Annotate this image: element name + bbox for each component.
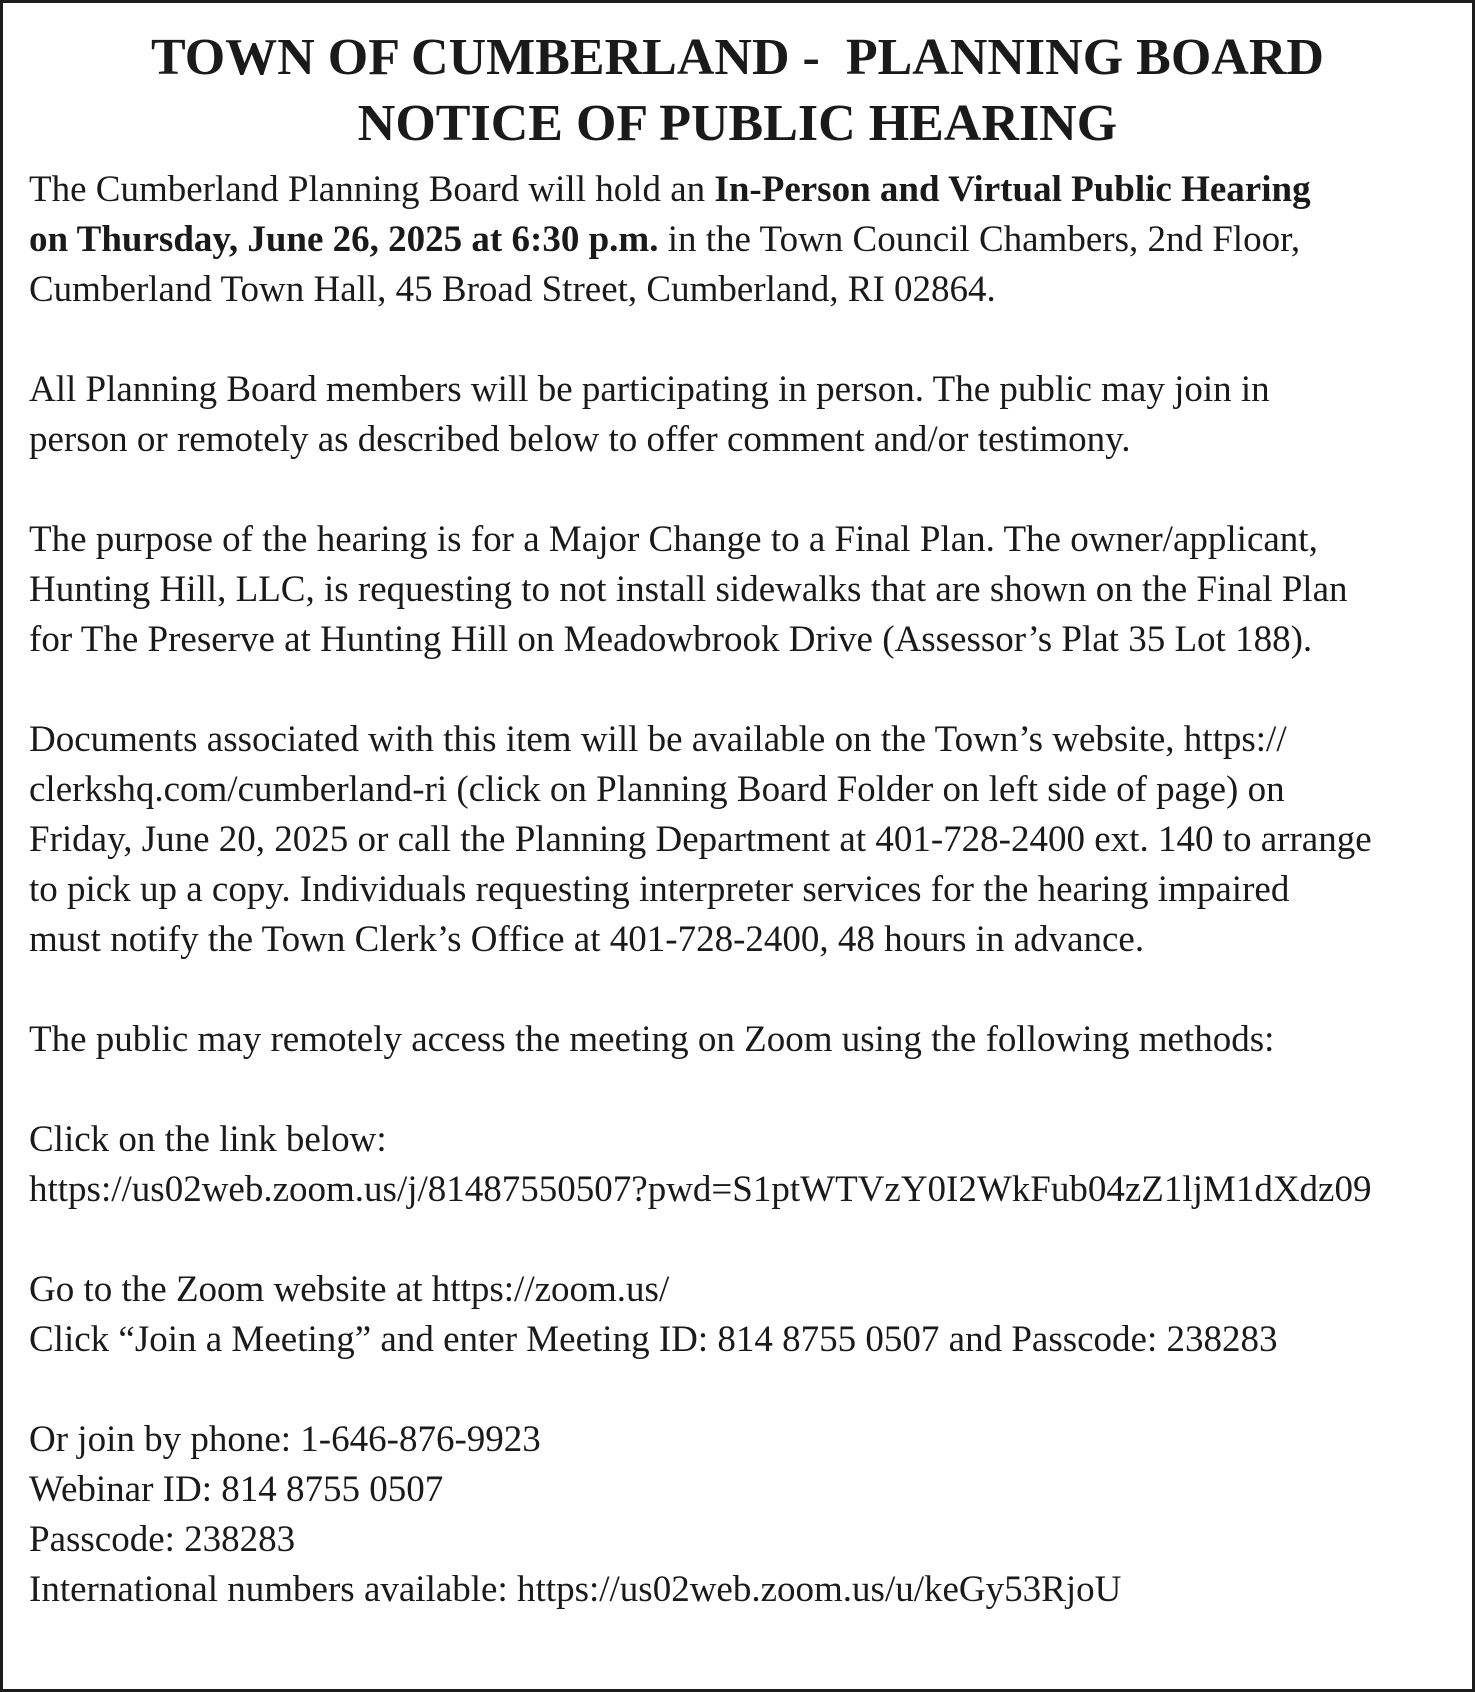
documents-line: Friday, June 20, 2025 or call the Planning Department at 401-728-2400 ext. 140 to arrange — [29, 819, 1372, 860]
remote-access-paragraph — [29, 1015, 1448, 1065]
hearing-location: in the Town Council Chambers, 2nd Floor, — [658, 219, 1301, 260]
remote-access-text: The public may remotely access the meeting on Zoom using the following methods: — [29, 1019, 1275, 1060]
notice-body — [3, 165, 1472, 1615]
hearing-date: on Thursday, June 26, 2025 at 6:30 p.m. — [29, 219, 659, 260]
documents-line: clerkshq.com/cumberland-ri (click on Planning Board Folder on left side of page) on — [29, 769, 1285, 810]
zoom-website-line: Go to the Zoom website at https://zoom.us/ — [29, 1269, 670, 1310]
international-numbers: International numbers available: https://us02web.zoom.us/u/keGy53RjoU — [29, 1569, 1122, 1610]
participation-line: All Planning Board members will be participating in person. The public may join in — [29, 369, 1270, 410]
hearing-address: Cumberland Town Hall, 45 Broad Street, Cumberland, RI 02864. — [29, 269, 996, 310]
purpose-line: The purpose of the hearing is for a Major Change to a Final Plan. The owner/applicant, — [29, 519, 1318, 560]
intro-line-2 — [29, 215, 1448, 265]
notice-title: TOWN OF CUMBERLAND - PLANNING BOARD — [151, 29, 1324, 86]
documents-line: must notify the Town Clerk’s Office at 401-728-2400, 48 hours in advance. — [29, 919, 1145, 960]
link-label: Click on the link below: — [29, 1119, 387, 1160]
webinar-id: Webinar ID: 814 8755 0507 — [29, 1469, 444, 1510]
documents-line: Documents associated with this item will be available on the Town’s website, https:// — [29, 719, 1287, 760]
notice-subtitle: NOTICE OF PUBLIC HEARING — [357, 95, 1118, 152]
hearing-type: In-Person and Virtual Public Hearing — [714, 169, 1311, 210]
passcode: Passcode: 238283 — [29, 1519, 296, 1560]
notice-header — [3, 25, 1472, 157]
join-meeting-instructions: Click “Join a Meeting” and enter Meeting ID: 814 8755 0507 and Passcode: 238283 — [29, 1319, 1278, 1360]
documents-line: to pick up a copy. Individuals requesting interpreter services for the hearing impaired — [29, 869, 1290, 910]
purpose-line: Hunting Hill, LLC, is requesting to not install sidewalks that are shown on the Final Plan — [29, 569, 1348, 610]
website-method-paragraph — [29, 1265, 1448, 1365]
purpose-line: for The Preserve at Hunting Hill on Meadowbrook Drive (Assessor’s Plat 35 Lot 188). — [29, 619, 1313, 660]
zoom-meeting-link[interactable]: https://us02web.zoom.us/j/81487550507?pwd=S1ptWTVzY0I2WkFub04zZ1ljM1dXdz09 — [29, 1169, 1372, 1210]
participation-paragraph — [29, 365, 1448, 465]
phone-method-paragraph — [29, 1415, 1448, 1615]
intro-line-1 — [29, 165, 1448, 215]
link-method-paragraph — [29, 1115, 1448, 1215]
participation-line: person or remotely as described below to offer comment and/or testimony. — [29, 419, 1131, 460]
intro-paragraph — [29, 165, 1448, 315]
documents-paragraph — [29, 715, 1448, 965]
phone-number: Or join by phone: 1-646-876-9923 — [29, 1419, 541, 1460]
intro-text: The Cumberland Planning Board will hold an — [29, 169, 715, 210]
purpose-paragraph — [29, 515, 1448, 665]
